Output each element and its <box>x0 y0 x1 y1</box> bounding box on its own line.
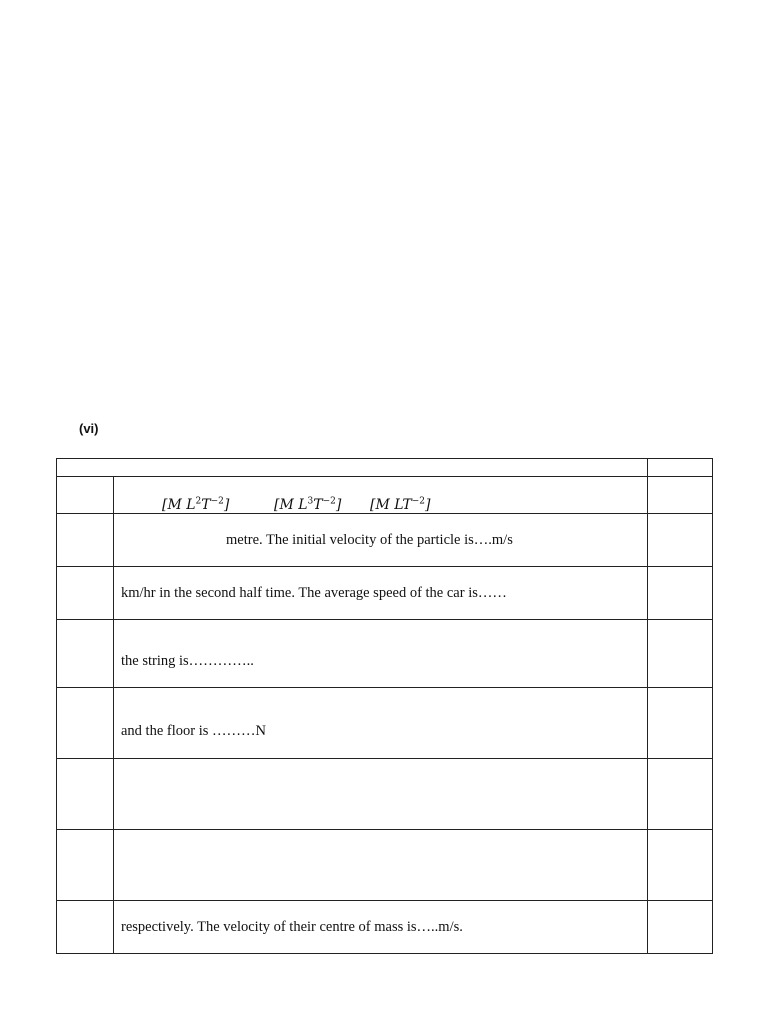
question-text: respectively. The velocity of their centre of mass is…..m/s. <box>121 918 463 935</box>
marks-cell <box>648 901 713 954</box>
dimension-options <box>114 497 647 513</box>
marks-cell <box>648 514 713 567</box>
question-cell <box>114 688 648 759</box>
dimension-option: [M $L^2T^{-2}$] <box>162 496 230 513</box>
dimension-option: [M $LT^{-2}$] <box>370 496 431 513</box>
question-cell <box>114 759 648 830</box>
table-row <box>57 901 713 954</box>
dimension-option: [M $L^3T^{-2}$] <box>274 496 342 513</box>
table-row <box>57 477 713 514</box>
marks-cell <box>648 620 713 688</box>
marks-cell <box>648 759 713 830</box>
question-cell <box>114 477 648 514</box>
marks-cell <box>648 830 713 901</box>
number-cell <box>57 620 114 688</box>
number-cell <box>57 477 114 514</box>
question-cell <box>114 830 648 901</box>
marks-cell <box>648 477 713 514</box>
question-text: and the floor is ………N <box>121 722 266 739</box>
table-row <box>57 759 713 830</box>
question-text: km/hr in the second half time. The average speed of the car is…… <box>121 584 507 601</box>
number-cell <box>57 830 114 901</box>
questions-table <box>56 458 713 954</box>
question-text: the string is………….. <box>121 653 254 669</box>
question-cell <box>114 514 648 567</box>
section-label: (vi) <box>79 421 99 436</box>
number-cell <box>57 901 114 954</box>
number-cell <box>57 567 114 620</box>
marks-cell <box>648 688 713 759</box>
number-cell <box>57 514 114 567</box>
header-row <box>57 459 713 477</box>
table-row <box>57 688 713 759</box>
marks-cell <box>648 567 713 620</box>
table-row <box>57 830 713 901</box>
question-text: metre. The initial velocity of the particle is….m/s <box>226 531 513 548</box>
number-cell <box>57 688 114 759</box>
marks-header-cell <box>648 459 713 477</box>
question-cell <box>114 567 648 620</box>
table-row <box>57 514 713 567</box>
question-cell <box>114 620 648 688</box>
question-cell <box>114 901 648 954</box>
header-cell <box>57 459 648 477</box>
table-row <box>57 620 713 688</box>
number-cell <box>57 759 114 830</box>
table-row <box>57 567 713 620</box>
